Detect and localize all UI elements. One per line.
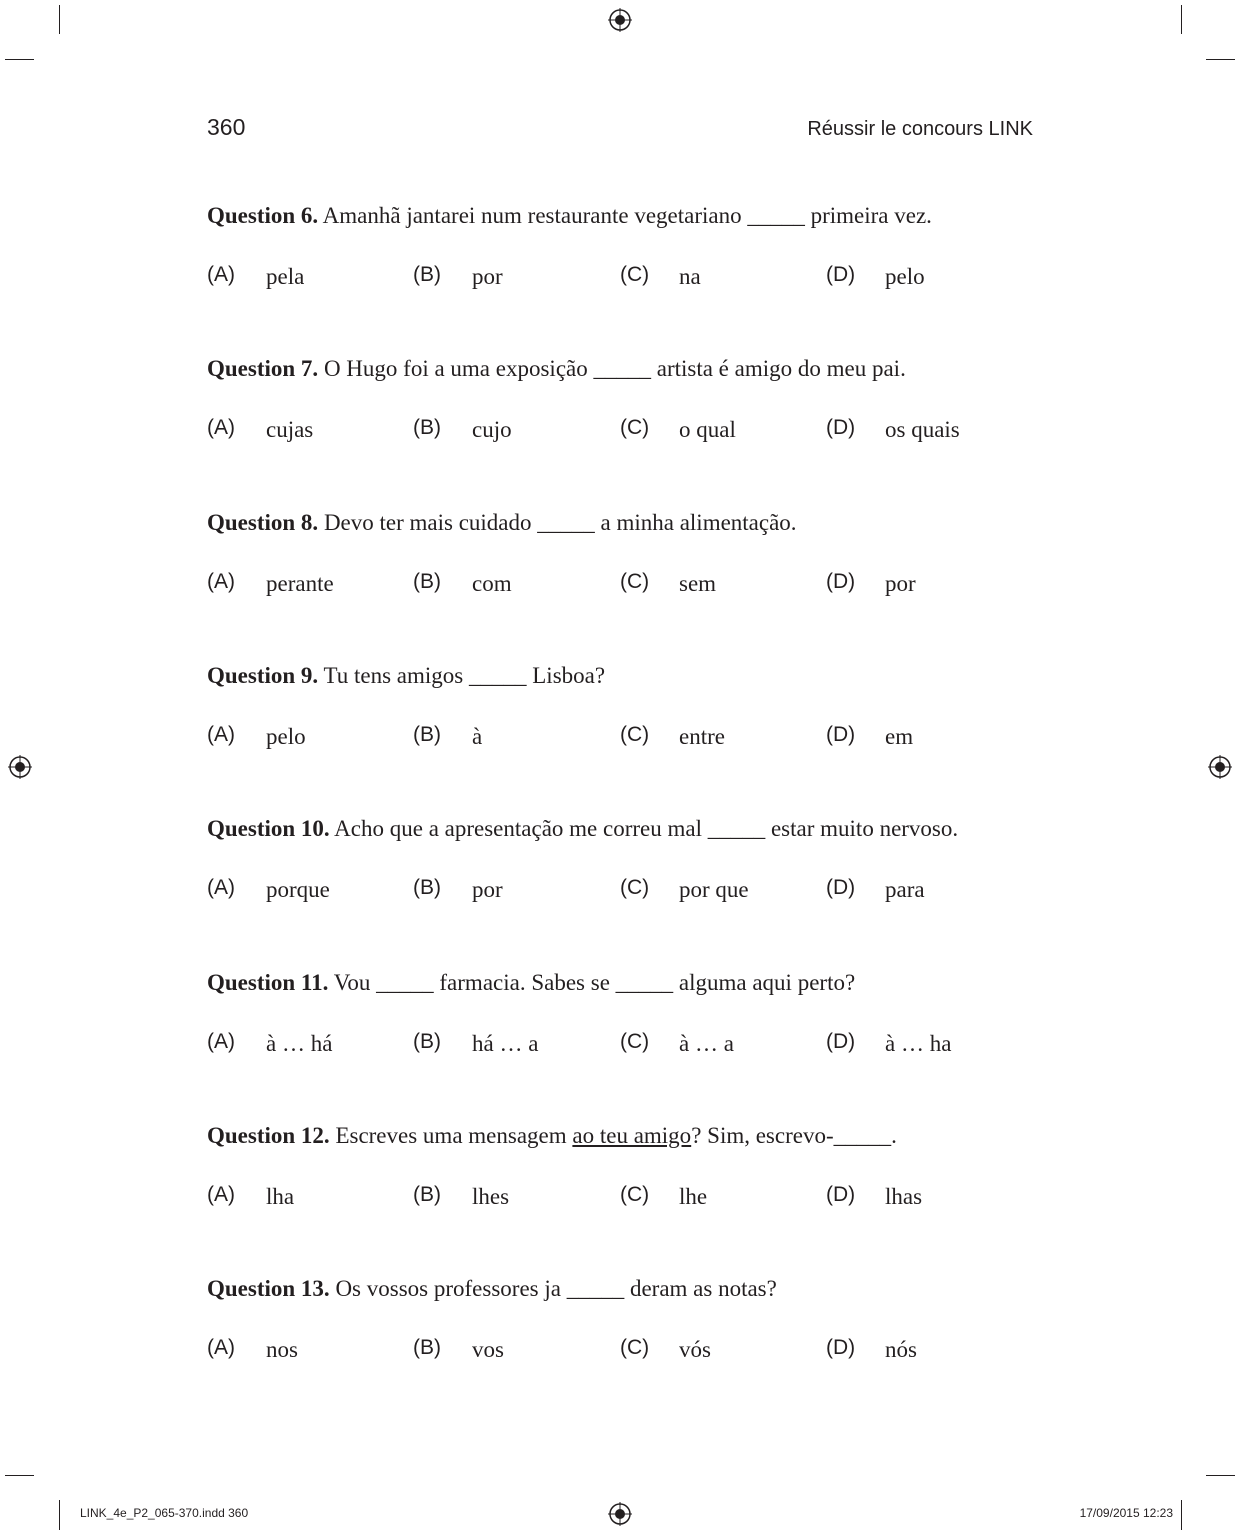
option-text: cujas — [266, 417, 314, 442]
crop-mark-icon — [1181, 1500, 1182, 1530]
option-letter: (A) — [207, 1183, 235, 1206]
option-text: lhas — [885, 1184, 923, 1209]
option-text: à … há — [266, 1031, 333, 1056]
option-text: vós — [679, 1337, 711, 1362]
answer-options — [207, 569, 1057, 599]
option-letter: (A) — [207, 263, 235, 286]
question-text: Devo ter mais cuidado _____ a minha alimentação. — [318, 510, 797, 535]
option-text: na — [679, 264, 701, 289]
option-letter: (A) — [207, 1030, 235, 1053]
option-letter: (C) — [620, 1030, 650, 1053]
answer-options — [207, 262, 1057, 292]
crop-mark-icon — [5, 59, 34, 60]
option-text: por que — [679, 877, 749, 902]
option-letter: (B) — [413, 876, 441, 899]
question-label: Question 8. — [207, 510, 319, 535]
print-timestamp: 17/09/2015 12:23 — [1079, 1506, 1173, 1520]
answer-options — [207, 875, 1057, 905]
option-letter: (D) — [826, 263, 856, 286]
option-text: por — [885, 571, 916, 596]
registration-mark-icon — [608, 8, 632, 32]
option-letter: (D) — [826, 1030, 856, 1053]
option-text: em — [885, 724, 914, 749]
option-letter: (C) — [620, 723, 650, 746]
crop-mark-icon — [1181, 5, 1182, 34]
option-text: os quais — [885, 417, 960, 442]
option-text: lhes — [472, 1184, 510, 1209]
option-letter: (A) — [207, 570, 235, 593]
answer-options — [207, 415, 1057, 445]
question-text: Acho que a apresentação me correu mal _____ estar muito nervoso. — [329, 816, 959, 841]
registration-mark-icon — [608, 1502, 632, 1526]
question-text: Escreves uma mensagem — [329, 1123, 573, 1148]
option-text: perante — [266, 571, 334, 596]
option-letter: (D) — [826, 876, 856, 899]
question-stem — [207, 661, 1057, 691]
answer-options — [207, 1182, 1057, 1212]
question-block — [207, 508, 1057, 599]
file-slug: LINK_4e_P2_065-370.indd 360 — [80, 1506, 249, 1520]
question-stem — [207, 814, 1057, 844]
question-text: Tu tens amigos _____ Lisboa? — [318, 663, 606, 688]
option-letter: (A) — [207, 876, 235, 899]
option-text: vos — [472, 1337, 504, 1362]
option-text: sem — [679, 571, 717, 596]
crop-mark-icon — [59, 5, 60, 34]
option-text: o qual — [679, 417, 736, 442]
option-letter: (C) — [620, 416, 650, 439]
question-label: Question 13. — [207, 1276, 330, 1301]
option-letter: (C) — [620, 876, 650, 899]
option-text: nos — [266, 1337, 298, 1362]
question-text: Vou _____ farmacia. Sabes se _____ alguma aqui perto? — [328, 970, 856, 995]
crop-mark-icon — [1206, 59, 1235, 60]
option-text: lha — [266, 1184, 295, 1209]
option-text: pelo — [885, 264, 925, 289]
question-label: Question 12. — [207, 1123, 330, 1148]
question-block — [207, 1121, 1057, 1212]
option-letter: (C) — [620, 570, 650, 593]
question-label: Question 11. — [207, 970, 329, 995]
question-stem — [207, 508, 1057, 538]
question-label: Question 9. — [207, 663, 319, 688]
option-text: à … ha — [885, 1031, 952, 1056]
crop-mark-icon — [5, 1475, 34, 1476]
option-text: entre — [679, 724, 725, 749]
question-stem — [207, 1274, 1057, 1304]
question-text: O Hugo foi a uma exposição _____ artista é amigo do meu pai. — [318, 356, 906, 381]
question-label: Question 6. — [207, 203, 319, 228]
question-underlined-text: ao teu amigo — [572, 1123, 692, 1148]
option-text: cujo — [472, 417, 512, 442]
question-text-end: ? Sim, escrevo-_____. — [691, 1123, 897, 1148]
option-letter: (C) — [620, 1336, 650, 1359]
option-letter: (D) — [826, 1336, 856, 1359]
question-stem — [207, 354, 1057, 384]
option-text: há … a — [472, 1031, 539, 1056]
question-text: Amanhã jantarei num restaurante vegetariano _____ primeira vez. — [318, 203, 932, 228]
option-letter: (D) — [826, 416, 856, 439]
option-letter: (D) — [826, 1183, 856, 1206]
answer-options — [207, 1335, 1057, 1365]
question-label: Question 10. — [207, 816, 330, 841]
answer-options — [207, 1029, 1057, 1059]
option-text: lhe — [679, 1184, 708, 1209]
option-letter: (B) — [413, 1183, 441, 1206]
question-block — [207, 661, 1057, 752]
question-block — [207, 814, 1057, 905]
option-letter: (B) — [413, 1030, 441, 1053]
option-letter: (A) — [207, 723, 235, 746]
question-block — [207, 354, 1057, 445]
registration-mark-icon — [1208, 755, 1232, 779]
option-text: nós — [885, 1337, 917, 1362]
page-number: 360 — [207, 114, 246, 140]
option-text: porque — [266, 877, 330, 902]
question-block — [207, 1274, 1057, 1365]
crop-mark-icon — [59, 1500, 60, 1530]
option-text: para — [885, 877, 925, 902]
registration-mark-icon — [8, 755, 32, 779]
option-letter: (B) — [413, 570, 441, 593]
question-label: Question 7. — [207, 356, 319, 381]
crop-mark-icon — [1206, 1475, 1235, 1476]
option-text: pela — [266, 264, 305, 289]
option-text: à — [472, 724, 483, 749]
option-letter: (A) — [207, 1336, 235, 1359]
question-stem — [207, 1121, 1057, 1151]
option-text: pelo — [266, 724, 306, 749]
question-block — [207, 201, 1057, 292]
question-block — [207, 968, 1057, 1059]
option-text: com — [472, 571, 512, 596]
option-text: à … a — [679, 1031, 734, 1056]
option-letter: (C) — [620, 1183, 650, 1206]
option-letter: (B) — [413, 723, 441, 746]
option-text: por — [472, 264, 503, 289]
answer-options — [207, 722, 1057, 752]
question-stem — [207, 201, 1057, 231]
question-text: Os vossos professores ja _____ deram as notas? — [329, 1276, 777, 1301]
option-letter: (D) — [826, 570, 856, 593]
option-letter: (C) — [620, 263, 650, 286]
option-letter: (B) — [413, 1336, 441, 1359]
option-letter: (D) — [826, 723, 856, 746]
option-letter: (A) — [207, 416, 235, 439]
question-stem — [207, 968, 1057, 998]
option-text: por — [472, 877, 503, 902]
option-letter: (B) — [413, 416, 441, 439]
option-letter: (B) — [413, 263, 441, 286]
running-title: Réussir le concours LINK — [807, 118, 1033, 140]
